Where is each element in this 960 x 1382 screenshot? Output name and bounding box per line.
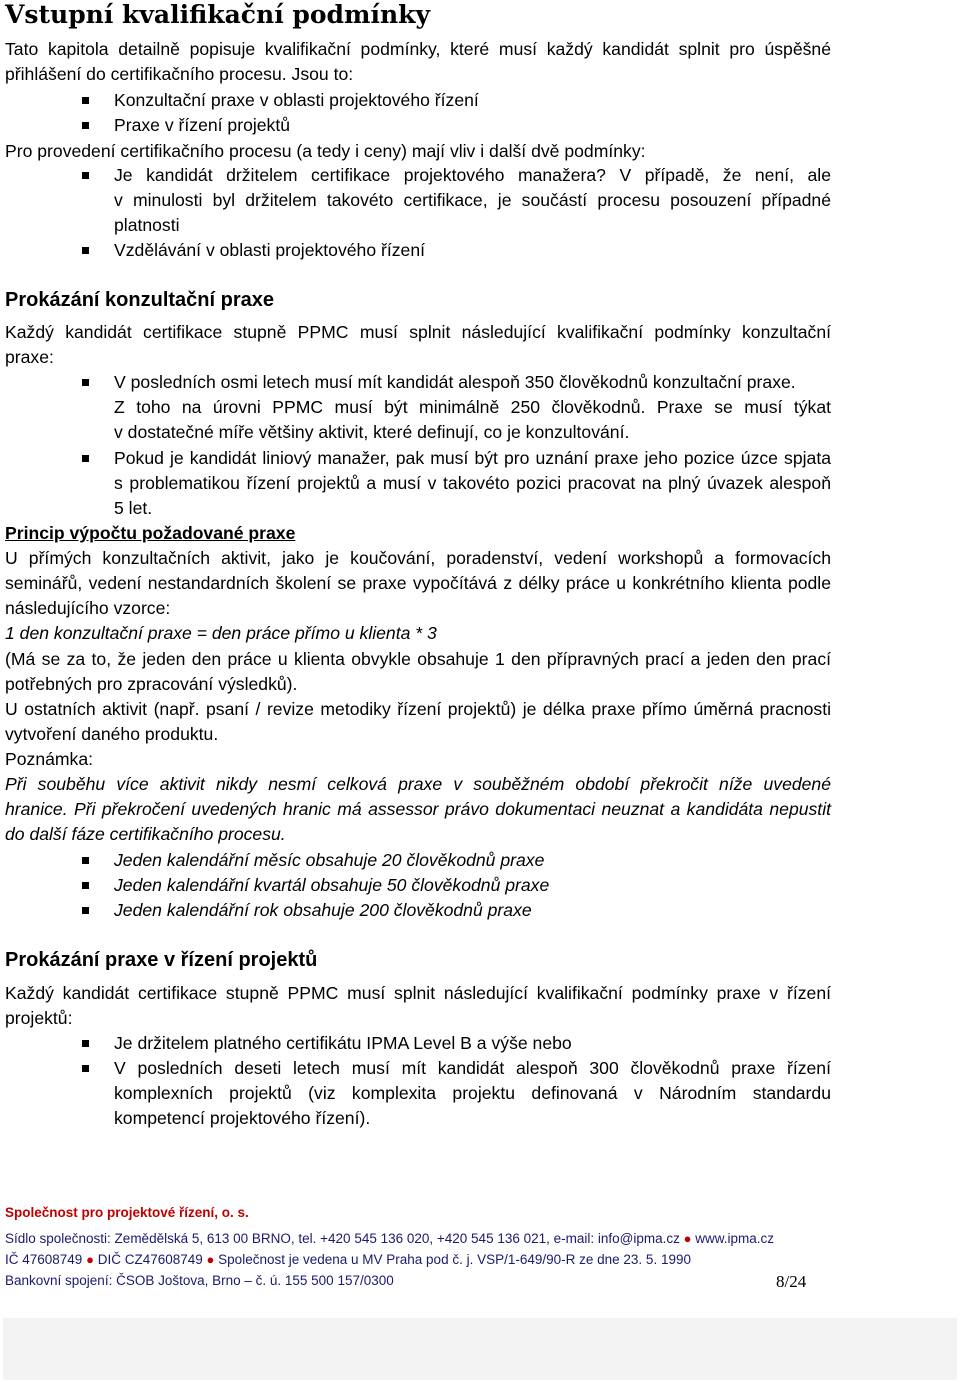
condition-1-line-1: Je kandidát držitelem certifikace projektového manažera? V případě, že není, ale xyxy=(114,165,831,185)
consulting-para-line-2: praxe: xyxy=(5,347,54,367)
footer-bank: Bankovní spojení: ČSOB Joštova, Brno – č. ú. 155 500 157/0300 xyxy=(5,1273,394,1288)
principle-note1-line-2: potřebných pro zpracování výsledků). xyxy=(5,674,298,694)
bullet-icon xyxy=(82,907,89,914)
bullet-dot-icon: ● xyxy=(683,1231,692,1246)
note-line-3: do další fáze certifikačního procesu. xyxy=(5,824,286,844)
footer-dic: DIČ CZ47608749 xyxy=(97,1252,203,1267)
footer-address-text: Sídlo společnosti: Zemědělská 5, 613 00 BRNO, tel. +420 545 136 020, +420 545 136 021, e-mail: info@ipma.cz xyxy=(5,1231,680,1246)
intro-line-2: přihlášení do certifikačního procesu. Jsou to: xyxy=(5,64,354,84)
footer-address xyxy=(5,1231,774,1246)
projects-para-line-1: Každý kandidát certifikace stupně PPMC musí splnit následující kvalifikační podmínky praxe v řízení xyxy=(5,983,831,1003)
principle-heading: Princip výpočtu požadované praxe xyxy=(5,523,296,543)
principle-note1-line-1: (Má se za to, že jeden den práce u klienta obvykle obsahuje 1 den přípravných prací a jeden den prací xyxy=(5,649,831,669)
consulting-bullet-1-line-1: V posledních osmi letech musí mít kandidát alespoň 350 člověkodnů konzultační praxe. xyxy=(114,372,796,392)
footer-reg: Společnost je vedena u MV Praha pod č. j. VSP/1-649/90-R ze dne 23. 5. 1990 xyxy=(218,1252,691,1267)
footer-ic: IČ 47608749 xyxy=(5,1252,83,1267)
section-heading-projects: Prokázání praxe v řízení projektů xyxy=(5,949,318,971)
condition-1-line-2: v minulosti byl držitelem takovéto certifikace, je součástí procesu posouzení případné xyxy=(114,190,831,210)
projects-para-line-2: projektů: xyxy=(5,1008,73,1028)
principle-formula: 1 den konzultační praxe = den práce přímo u klienta * 3 xyxy=(5,623,437,643)
bullet-icon xyxy=(82,247,89,254)
page-title: Vstupní kvalifikační podmínky xyxy=(5,0,430,29)
principle-para-line-1: U přímých konzultačních aktivit, jako je koučování, poradenství, vedení workshopů a formovacích xyxy=(5,548,831,568)
projects-bullet-1: Je držitelem platného certifikátu IPMA Level B a výše nebo xyxy=(114,1033,572,1053)
principle-note2-line-2: vytvoření daného produktu. xyxy=(5,724,219,744)
conditions-intro: Pro provedení certifikačního procesu (a tedy i ceny) mají vliv i další dvě podmínky: xyxy=(5,141,646,161)
limit-quarter: Jeden kalendářní kvartál obsahuje 50 člověkodnů praxe xyxy=(114,875,550,895)
note-label: Poznámka: xyxy=(5,749,94,769)
bullet-icon xyxy=(82,455,89,462)
consulting-bullet-1-line-3: v dostatečné míře většiny aktivit, které definují, co je konzultování. xyxy=(114,422,630,442)
bullet-icon xyxy=(82,857,89,864)
note-line-2: hranice. Při překročení uvedených hranic má assessor právo dokumentaci neuznat a kandidáta nepustit xyxy=(5,799,831,819)
bullet-dot-icon: ● xyxy=(86,1252,94,1267)
consulting-bullet-2-line-3: 5 let. xyxy=(114,498,153,518)
bottom-shaded-area xyxy=(3,1318,957,1380)
page-number: 8/24 xyxy=(776,1272,807,1291)
bullet-icon xyxy=(82,379,89,386)
footer-company: Společnost pro projektové řízení, o. s. xyxy=(5,1205,249,1220)
projects-bullet-2-line-1: V posledních deseti letech musí mít kandidát alespoň 300 člověkodnů praxe řízení xyxy=(114,1058,831,1078)
consulting-bullet-2-line-1: Pokud je kandidát liniový manažer, pak musí být pro uznání praxe jeho pozice úzce spjata xyxy=(114,448,831,468)
footer-website-link[interactable]: www.ipma.cz xyxy=(695,1231,775,1246)
bullet-dot-icon: ● xyxy=(206,1252,215,1267)
projects-bullet-2-line-2: komplexních projektů (viz komplexita projektu definovaná v Národním standardu xyxy=(114,1083,831,1103)
condition-2: Vzdělávání v oblasti projektového řízení xyxy=(114,240,426,260)
principle-para-line-3: následujícího vzorce: xyxy=(5,598,171,618)
consulting-para-line-1: Každý kandidát certifikace stupně PPMC musí splnit následující kvalifikační podmínky konzultační xyxy=(5,322,831,342)
consulting-bullet-1-line-2: Z toho na úrovni PPMC musí být minimálně 250 člověkodnů. Praxe se musí týkat xyxy=(114,397,831,417)
limit-year: Jeden kalendářní rok obsahuje 200 člověkodnů praxe xyxy=(114,900,532,920)
projects-bullet-2-line-3: kompetencí projektového řízení). xyxy=(114,1108,371,1128)
bullet-icon xyxy=(82,97,89,104)
condition-1-line-3: platnosti xyxy=(114,215,180,235)
footer-registration xyxy=(5,1252,691,1267)
bullet-icon xyxy=(82,172,89,179)
bullet-icon xyxy=(82,882,89,889)
consulting-bullet-2-line-2: s problematikou řízení projektů a musí v takovéto pozici pracovat na plný úvazek alespoň xyxy=(114,473,831,493)
intro-bullet-1: Konzultační praxe v oblasti projektového řízení xyxy=(114,90,479,110)
intro-line-1: Tato kapitola detailně popisuje kvalifikační podmínky, které musí každý kandidát splnit pro úspěšné xyxy=(5,39,831,59)
principle-para-line-2: seminářů, vedení nestandardních školení se praxe vypočítává z délky práce u konkrétního klienta podle xyxy=(5,573,831,593)
intro-bullet-2: Praxe v řízení projektů xyxy=(114,115,291,135)
limit-month: Jeden kalendářní měsíc obsahuje 20 člověkodnů praxe xyxy=(114,850,545,870)
bullet-icon xyxy=(82,1065,89,1072)
bullet-icon xyxy=(82,1040,89,1047)
bullet-icon xyxy=(82,122,89,129)
note-line-1: Při souběhu více aktivit nikdy nesmí celková praxe v souběžném období překročit níže uvedené xyxy=(5,774,831,794)
section-heading-consulting: Prokázání konzultační praxe xyxy=(5,289,274,311)
principle-note2-line-1: U ostatních aktivit (např. psaní / revize metodiky řízení projektů) je délka praxe přímo úměrná pracnosti xyxy=(5,699,831,719)
